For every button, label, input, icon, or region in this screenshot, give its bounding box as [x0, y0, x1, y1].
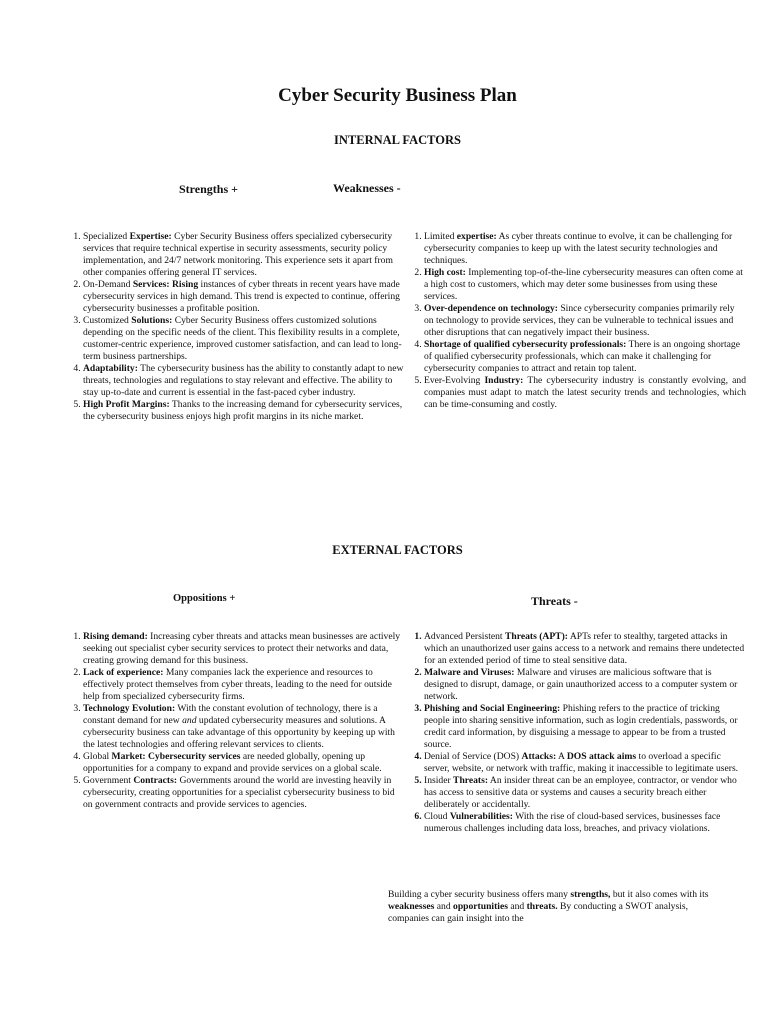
list-item: 5. High Profit Margins: Thanks to the increasing demand for cybersecurity services, the cybersecurity business enjoys high profit margins in its niche market. — [83, 399, 405, 423]
list-item: 4. Denial of Service (DOS) Attacks: A DOS attack aims to overload a specific server, website, or network with traffic, making it inaccessible to legitimate users. — [424, 751, 746, 775]
weaknesses-list — [402, 231, 746, 411]
list-item: 3. Over-dependence on technology: Since cybersecurity companies primarily rely on technology to provide services, they can be vulnerable to technical issues and other disruptions that can negatively impact their business. — [424, 303, 746, 339]
list-item: 3. Customized Solutions: Cyber Security Business offers customized solutions depending on the specific needs of the client. This flexibility results in a complete, customer-centric experience, improved customer satisfaction, and can lead to long-term business partnerships. — [83, 315, 405, 363]
weaknesses-heading: Weaknesses - — [333, 181, 401, 195]
list-item: 3. Technology Evolution: With the constant evolution of technology, there is a constant demand for new and updated cybersecurity measures and solutions. A cybersecurity business can take advantage of this opportunity by keeping up with the latest technologies and offering relevant services to clients. — [83, 703, 405, 751]
list-item: 4. Global Market: Cybersecurity services are needed globally, opening up opportunities for a company to expand and provide services on a global scale. — [83, 751, 405, 775]
list-item: 2. On-Demand Services: Rising instances of cyber threats in recent years have made cybersecurity services in high demand. This trend is expected to continue, offering cybersecurity businesses a profitable position. — [83, 279, 405, 315]
external-factors-heading: EXTERNAL FACTORS — [332, 543, 463, 557]
page-title: Cyber Security Business Plan — [278, 85, 517, 106]
threats-list — [402, 631, 746, 835]
list-item: 2. Malware and Viruses: Malware and viruses are malicious software that is designed to disrupt, damage, or gain unauthorized access to a computer system or network. — [424, 667, 746, 703]
list-item: 5. Ever-Evolving Industry: The cybersecurity industry is constantly evolving, and companies must adapt to match the latest security trends and technologies, which can be time-consuming and costly. — [424, 375, 746, 411]
threats-heading: Threats - — [531, 594, 578, 608]
closing-paragraph: Building a cyber security business offers many strengths, but it also comes with its weaknesses and opportunities and threats. By conducting a SWOT analysis, companies can gain insight into the — [388, 889, 709, 924]
list-item: 3. Phishing and Social Engineering: Phishing refers to the practice of tricking people into sharing sensitive information, such as login credentials, passwords, or credit card information, by disguising a message to appear to be from a trusted source. — [424, 703, 746, 751]
list-item: 1. Advanced Persistent Threats (APT): APTs refer to stealthy, targeted attacks in which an unauthorized user gains access to a network and remains there undetected for an extended period of time to steal sensitive data. — [424, 631, 746, 667]
strengths-list — [61, 231, 405, 423]
list-item: 4. Shortage of qualified cybersecurity professionals: There is an ongoing shortage of qualified cybersecurity professionals, which can make it challenging for cybersecurity companies to attract and retain top talent. — [424, 339, 746, 375]
list-item: 1. Specialized Expertise: Cyber Security Business offers specialized cybersecurity services that require technical expertise in security assessments, security policy implementation, and 24/7 network monitoring. This experience sets it apart from other companies offering general IT services. — [83, 231, 405, 279]
list-item: 1. Rising demand: Increasing cyber threats and attacks mean businesses are actively seeking out specialist cyber security services to protect their networks and data, creating growing demand for this business. — [83, 631, 405, 667]
list-item: 2. High cost: Implementing top-of-the-line cybersecurity measures can often come at a high cost to customers, which may deter some businesses from using these services. — [424, 267, 746, 303]
list-item: 5. Insider Threats: An insider threat can be an employee, contractor, or vendor who has access to sensitive data or systems and causes a security breach either deliberately or accidentally. — [424, 775, 746, 811]
list-item: 1. Limited expertise: As cyber threats continue to evolve, it can be challenging for cybersecurity companies to keep up with the latest security technologies and techniques. — [424, 231, 746, 267]
list-item: 2. Lack of experience: Many companies lack the experience and resources to effectively protect themselves from cyber threats, leading to the need for outside help from specialized cybersecurity firms. — [83, 667, 405, 703]
list-item: 5. Government Contracts: Governments around the world are investing heavily in cybersecurity, creating opportunities for a specialist cybersecurity business to bid on government contracts and provide services to agencies. — [83, 775, 405, 811]
list-item: 6. Cloud Vulnerabilities: With the rise of cloud-based services, businesses face numerous challenges including data loss, breaches, and privacy violations. — [424, 811, 746, 835]
list-item: 4. Adaptability: The cybersecurity business has the ability to constantly adapt to new threats, technologies and regulations to stay relevant and effective. The ability to stay up-to-date and current is essential in the fast-paced cyber industry. — [83, 363, 405, 399]
opportunities-heading: Oppositions + — [173, 593, 236, 604]
strengths-heading: Strengths + — [179, 182, 238, 196]
opportunities-list — [61, 631, 405, 811]
internal-factors-heading: INTERNAL FACTORS — [334, 133, 461, 147]
